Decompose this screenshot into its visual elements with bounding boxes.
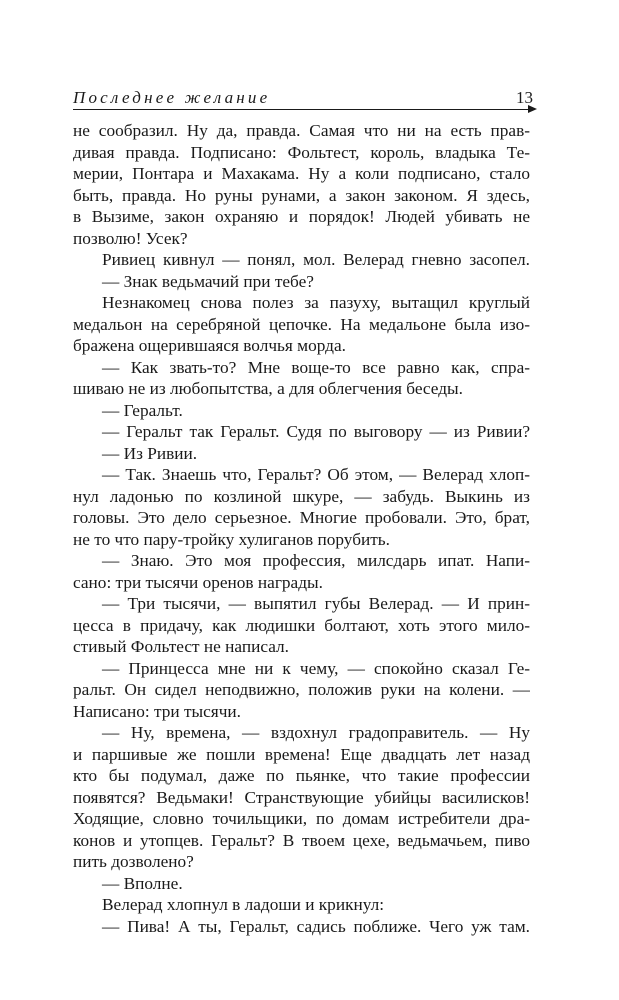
text-line: бражена ощерившаяся волчья морда. <box>73 336 346 355</box>
running-title: Последнее желание <box>73 88 271 107</box>
header-rule-arrow-icon <box>528 105 537 113</box>
text-line: Ривиец кивнул — понял, мол. Велерад гневно засопел. <box>102 250 530 269</box>
text-line: кто бы подумал, даже по пьянке, что такие профессии <box>73 766 530 785</box>
text-line: шиваю не из любопытства, а для облегчения беседы. <box>73 379 463 398</box>
header-rule <box>73 109 530 110</box>
text-line: сано: три тысячи оренов награды. <box>73 572 323 592</box>
text-line: не то что пару-тройку хулиганов порубить. <box>73 529 391 549</box>
text-line: Написано: три тысячи. <box>73 701 241 721</box>
text-line: конов и утопцев. Геральт? В твоем цехе, ведьмачьем, пиво <box>73 830 530 850</box>
text-line: нул ладонью по козлиной шкуре, — забудь. Выкинь из <box>73 486 530 506</box>
text-line: — Вполне. <box>102 873 183 893</box>
text-line: мерии, Понтара и Махакама. Ну а коли подписано, стало <box>73 164 530 183</box>
text-line: и паршивые же пошли времена! Еще двадцать лет назад <box>73 744 530 764</box>
text-line: — Принцесса мне ни к чему, — спокойно сказал Ге- <box>102 658 530 678</box>
text-line: — Геральт. <box>102 400 183 420</box>
text-line: — Как звать-то? Мне воще-то все равно как, спра- <box>102 357 530 377</box>
text-line: дивая правда. Подписано: Фольтест, король, владыка Те- <box>73 142 530 162</box>
text-line: — Пива! А ты, Геральт, садись поближе. Чего уж там. <box>102 916 530 936</box>
text-line: — Из Ривии. <box>102 443 198 463</box>
text-line: — Геральт так Геральт. Судя по выговору — из Ривии? <box>102 422 530 441</box>
text-line: Незнакомец снова полез за пазуху, вытащил круглый <box>102 293 530 312</box>
text-line: позволю! Усек? <box>73 228 188 248</box>
text-line: быть, правда. Но руны рунами, а закон законом. Я здесь, <box>73 185 530 205</box>
text-line: цесса в придачу, как людишки болтают, хоть этого мило- <box>73 615 530 635</box>
text-line: — Ну, времена, — вздохнул градоправитель. — Ну <box>102 723 530 742</box>
text-line: в Вызиме, закон охраняю и порядок! Людей убивать не <box>73 207 530 226</box>
text-line: — Знак ведьмачий при тебе? <box>102 271 314 291</box>
text-line: Велерад хлопнул в ладоши и крикнул: <box>102 895 385 914</box>
text-line: — Знаю. Это моя профессия, милсдарь ипат. Напи- <box>102 551 530 570</box>
text-line: стивый Фольтест не написал. <box>73 637 289 656</box>
text-line: — Так. Знаешь что, Геральт? Об этом, — Велерад хлоп- <box>102 465 530 484</box>
running-head <box>73 88 533 110</box>
text-line: пить дозволено? <box>73 852 194 871</box>
text-line: ральт. Он сидел неподвижно, положив руки на колени. — <box>73 680 530 699</box>
text-line: головы. Это дело серьезное. Многие пробовали. Это, брат, <box>73 508 530 527</box>
body-text <box>73 120 530 937</box>
text-line: Ходящие, словно точильщики, по домам истребители дра- <box>73 809 530 828</box>
text-line: — Три тысячи, — выпятил губы Велерад. — И прин- <box>102 594 530 613</box>
text-line: появятся? Ведьмаки! Странствующие убийцы василисков! <box>73 787 530 807</box>
page-number: 13 <box>516 88 533 107</box>
text-line: медальон на серебряной цепочке. На медальоне была изо- <box>73 314 530 334</box>
text-line: не сообразил. Ну да, правда. Самая что ни на есть прав- <box>73 121 530 140</box>
